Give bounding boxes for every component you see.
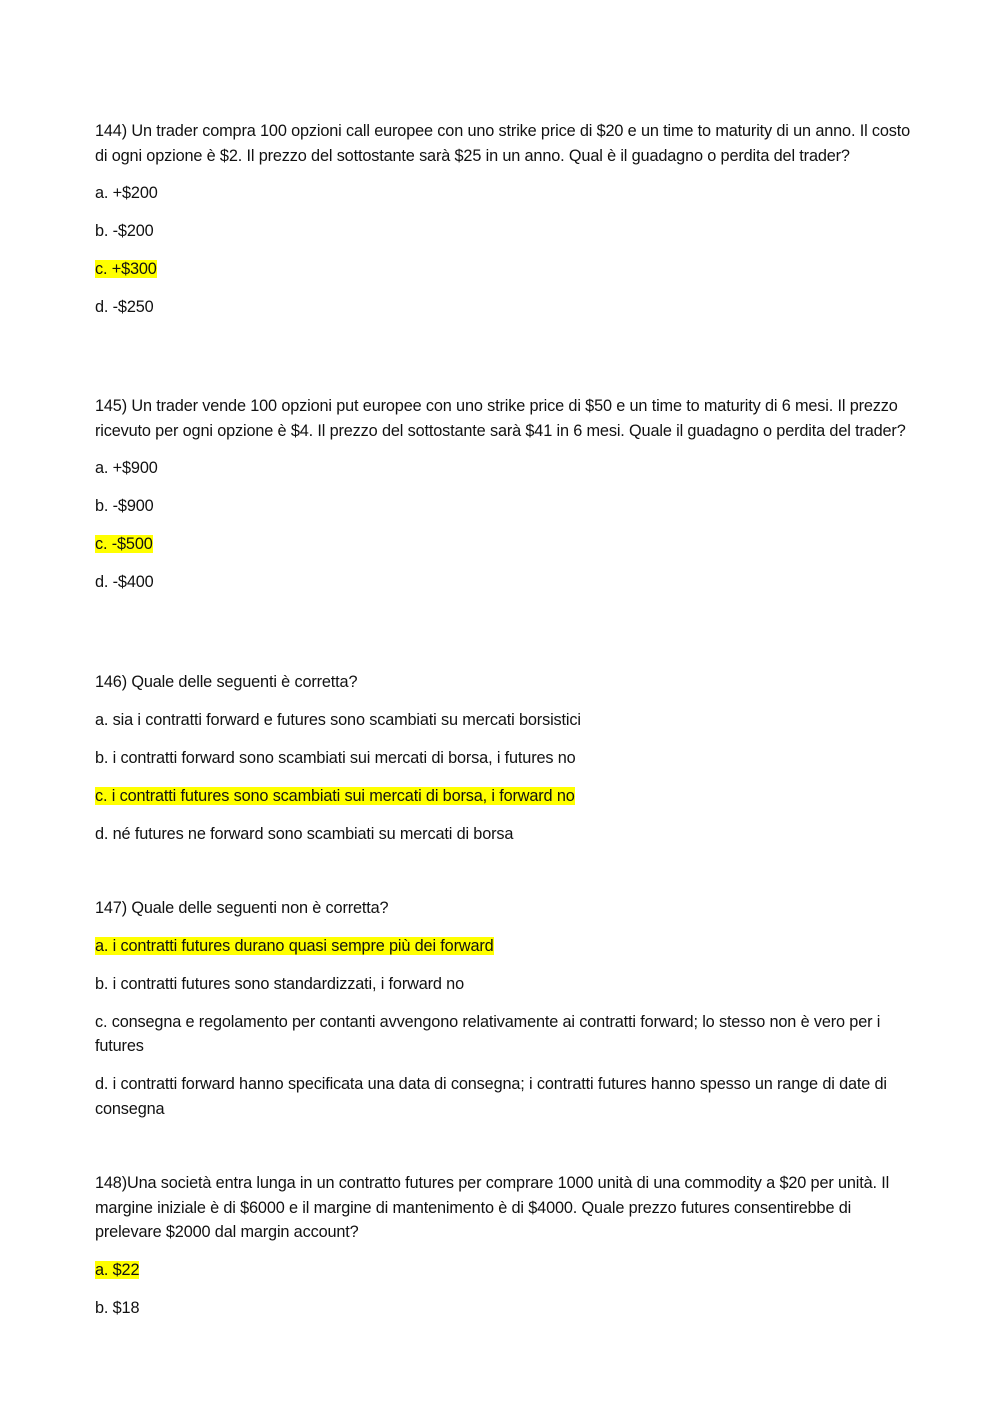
question-text: 144) Un trader compra 100 opzioni call europee con uno strike price di $20 e un time to maturity di un anno. Il costo di ogni opzione è $2. Il prezzo del sottostante sarà $25 in un anno. Qual è il guadagno o perdita del trader?	[95, 122, 911, 165]
answer-option-c-highlighted: c. -$500	[95, 535, 153, 553]
question-text: 147) Quale delle seguenti non è corretta?	[95, 899, 389, 917]
answer-option-a-highlighted: a. i contratti futures durano quasi sempre più dei forward	[95, 936, 494, 955]
answer-option-c-highlighted: c. +$300	[95, 260, 157, 278]
question-144	[95, 119, 915, 333]
question-147	[95, 896, 915, 1135]
answer-option-d: d. i contratti forward hanno specificata una data di consegna; i contratti futures hanno spesso un range di date di consegna	[95, 1075, 887, 1118]
answer-option-a: a. sia i contratti forward e futures sono scambiati su mercati borsistici	[95, 710, 581, 729]
answer-option-c: c. consegna e regolamento per contanti avvengono relativamente ai contratti forward; lo stesso non è vero per i futures	[95, 1012, 881, 1055]
answer-option-b: b. $18	[95, 1298, 140, 1317]
answer-option-a-highlighted: a. $22	[95, 1260, 140, 1279]
answer-option-d: d. né futures ne forward sono scambiati su mercati di borsa	[95, 824, 514, 843]
question-146	[95, 670, 915, 860]
answer-option-b: b. -$900	[95, 497, 154, 515]
answer-option-a: a. +$900	[95, 459, 158, 477]
question-text: 148)Una società entra lunga in un contratto futures per comprare 1000 unità di una commodity a $20 per unità. Il margine iniziale è di $6000 e il margine di mantenimento è di $4000. Quale prezzo futures consentirebbe di prelevare $2000 dal margin account?	[95, 1174, 890, 1241]
answer-option-b: b. i contratti forward sono scambiati sui mercati di borsa, i futures no	[95, 748, 576, 767]
question-text: 145) Un trader vende 100 opzioni put europee con uno strike price di $50 e un time to maturity di 6 mesi. Il prezzo ricevuto per ogni opzione è $4. Il prezzo del sottostante sarà $41 in 6 mesi. Quale il guadagno o perdita del trader?	[95, 397, 906, 440]
question-145	[95, 394, 915, 608]
answer-option-b: b. -$200	[95, 222, 154, 240]
question-text: 146) Quale delle seguenti è corretta?	[95, 673, 358, 691]
answer-option-d: d. -$250	[95, 298, 154, 316]
answer-option-d: d. -$400	[95, 573, 154, 591]
answer-option-a: a. +$200	[95, 184, 158, 202]
answer-option-c-highlighted: c. i contratti futures sono scambiati sui mercati di borsa, i forward no	[95, 786, 575, 805]
answer-option-b: b. i contratti futures sono standardizzati, i forward no	[95, 974, 464, 993]
question-148	[95, 1171, 915, 1334]
